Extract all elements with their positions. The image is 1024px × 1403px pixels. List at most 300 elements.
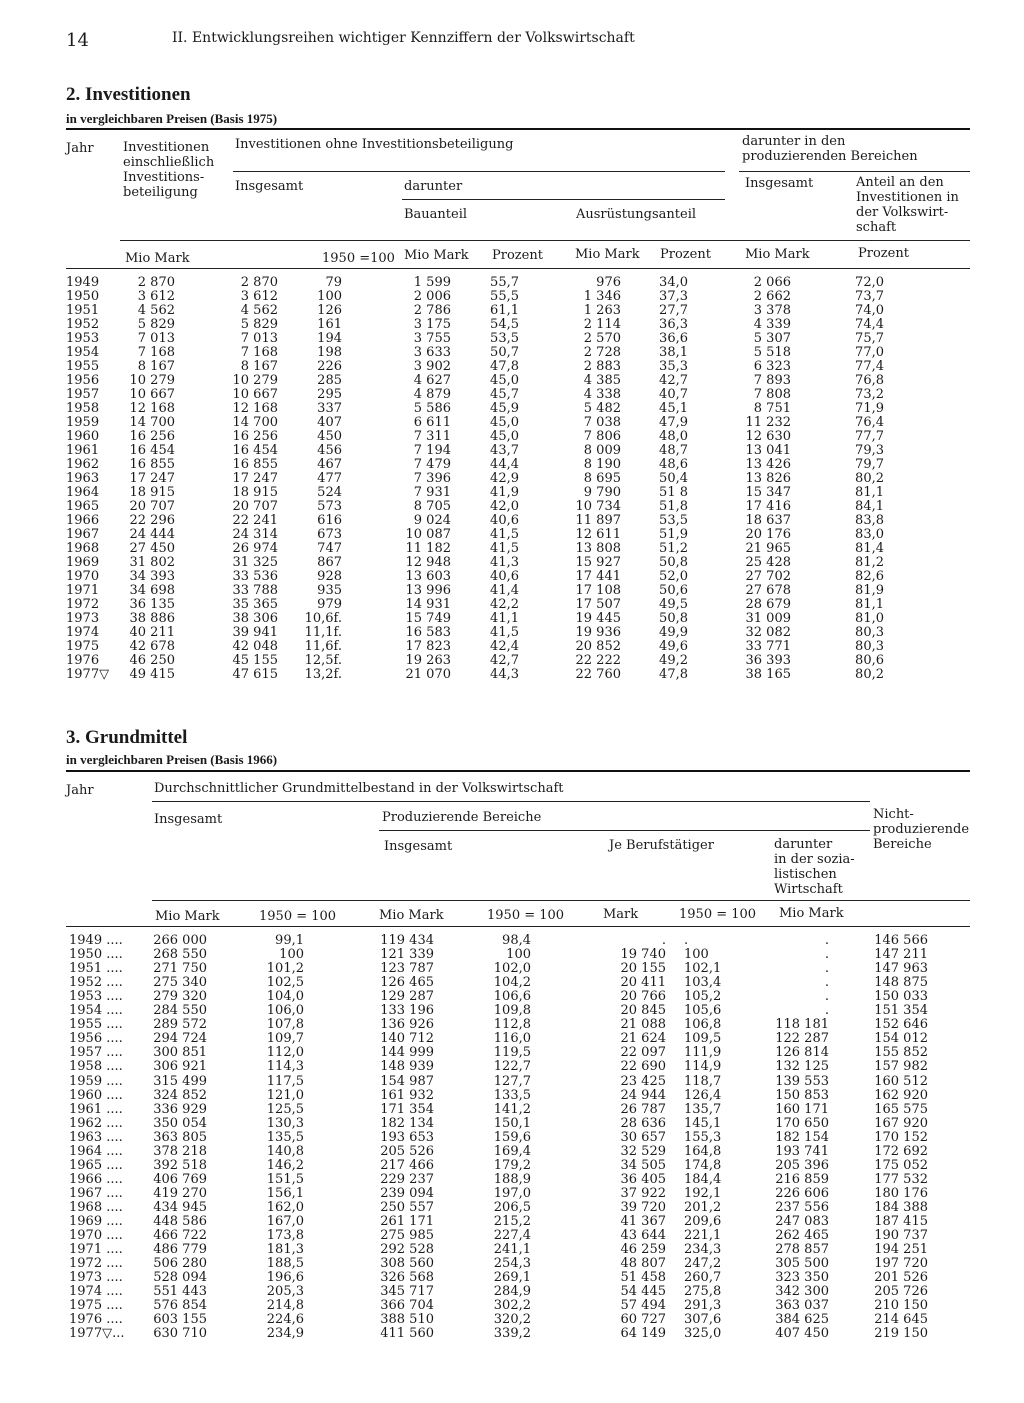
cell-bau-prozent: 45,0: [490, 415, 519, 430]
cell-je-beruf-index: 100: [684, 947, 709, 963]
cell-je-beruf-mark: 20 766: [620, 989, 666, 1005]
cell-einschl-mio-mark: 49 415: [129, 667, 175, 682]
cell-insgesamt-index: 467: [317, 457, 342, 472]
cell-insgesamt-mio-mark: 324 852: [153, 1087, 207, 1103]
cell-prod-index: 133,5: [493, 1087, 531, 1103]
table-row: [0, 626, 1024, 640]
cell-insgesamt-index: 12,5f.: [304, 653, 342, 668]
table-row: [0, 1327, 1024, 1341]
cell-prod-index: 109,8: [493, 1003, 531, 1019]
cell-prod-mio-mark: 6 323: [753, 359, 791, 374]
cell-prod-anteil: 77,7: [855, 429, 884, 444]
cell-einschl-mio-mark: 31 802: [129, 555, 175, 570]
cell-je-beruf-index: 114,9: [684, 1059, 722, 1075]
cell-bau-prozent: 55,7: [490, 275, 519, 290]
cell-insgesamt-index: 524: [317, 485, 342, 500]
cell-bau-mio-mark: 3 175: [413, 317, 451, 332]
cell-jahr: 1949 ....: [69, 933, 123, 948]
cell-ausruestung-mio-mark: 13 808: [575, 541, 621, 556]
cell-insgesamt-index: 673: [317, 527, 342, 542]
cell-prod-mio-mark: 25 428: [745, 555, 791, 570]
table-row: [0, 612, 1024, 626]
cell-insgesamt-mio-mark: 38 306: [232, 611, 278, 626]
cell-prod-mio-mark: 21 965: [745, 541, 791, 556]
cell-insgesamt-mio-mark: 33 536: [232, 569, 278, 584]
cell-insgesamt-mio-mark: 16 256: [232, 429, 278, 444]
cell-prod-mio-mark: 32 082: [745, 625, 791, 640]
cell-insgesamt-mio-mark: 350 054: [153, 1115, 207, 1131]
cell-jahr: 1964: [66, 485, 100, 500]
cell-einschl-mio-mark: 27 450: [129, 541, 175, 556]
cell-ausruestung-mio-mark: 22 222: [575, 653, 621, 668]
cell-insgesamt-mio-mark: 506 280: [153, 1256, 207, 1272]
cell-prod-mio-mark: 38 165: [745, 667, 791, 682]
cell-insgesamt-index: 10,6f.: [304, 611, 342, 626]
cell-ausruestung-mio-mark: 2 883: [583, 359, 621, 374]
cell-prod-mio-mark: 27 702: [745, 569, 791, 584]
cell-insgesamt-index: 194: [317, 331, 342, 346]
cell-jahr: 1953 ....: [69, 989, 123, 1005]
cell-insgesamt-mio-mark: 7 168: [240, 345, 278, 360]
unit-label: 1950 =100: [322, 251, 395, 266]
cell-ausruestung-mio-mark: 20 852: [575, 639, 621, 654]
cell-insgesamt-mio-mark: 12 168: [232, 401, 278, 416]
cell-je-beruf-index: 325,0: [684, 1326, 722, 1342]
cell-insgesamt-index: 935: [317, 583, 342, 598]
table-row: [0, 1229, 1024, 1243]
cell-insgesamt-index: 135,5: [266, 1129, 304, 1145]
unit-label: Prozent: [660, 247, 711, 262]
cell-ausruestung-mio-mark: 11 897: [575, 513, 621, 528]
cell-insgesamt-mio-mark: 42 048: [232, 639, 278, 654]
unit-label: Mio Mark: [155, 909, 220, 924]
cell-jahr: 1959 ....: [69, 1073, 123, 1089]
cell-prod-mio-mark: 345 717: [380, 1284, 434, 1300]
cell-jahr: 1971 ....: [69, 1242, 123, 1258]
cell-jahr: 1957 ....: [69, 1045, 123, 1061]
cell-insgesamt-index: 13,2f.: [304, 667, 342, 682]
cell-einschl-mio-mark: 42 678: [129, 639, 175, 654]
unit-label: Mio Mark: [779, 906, 844, 921]
cell-bau-prozent: 40,6: [490, 569, 519, 584]
cell-jahr: 1969 ....: [69, 1214, 123, 1229]
header-darunter: darunter: [404, 179, 463, 194]
cell-insgesamt-mio-mark: 266 000: [153, 933, 207, 948]
cell-ausruestung-prozent: 47,9: [659, 415, 688, 430]
cell-jahr: 1961: [66, 443, 100, 458]
cell-prod-mio-mark: 126 465: [380, 975, 434, 991]
cell-jahr: 1963 ....: [69, 1129, 123, 1145]
cell-insgesamt-index: 140,8: [266, 1143, 304, 1159]
cell-prod-index: 100: [506, 947, 531, 963]
cell-je-beruf-mark: 21 088: [620, 1017, 666, 1033]
cell-prod-anteil: 81,9: [855, 583, 884, 598]
cell-prod-anteil: 81,1: [855, 485, 884, 500]
cell-prod-mio-mark: 15 347: [745, 485, 791, 500]
cell-insgesamt-index: 295: [317, 387, 342, 402]
cell-jahr: 1949: [66, 275, 100, 290]
cell-ausruestung-prozent: 48,6: [659, 457, 688, 472]
cell-insgesamt-index: 79: [325, 275, 342, 290]
table-row: [0, 402, 1024, 416]
cell-jahr: 1963: [66, 471, 100, 486]
cell-sozialistisch-mio-mark: 122 287: [775, 1031, 829, 1047]
cell-je-beruf-mark: 51 458: [620, 1270, 666, 1286]
cell-einschl-mio-mark: 16 256: [129, 429, 175, 444]
cell-insgesamt-mio-mark: 271 750: [153, 961, 207, 977]
header-produzierende-bereiche: Produzierende Bereiche: [382, 810, 542, 825]
cell-insgesamt-index: 99,1: [275, 933, 304, 948]
cell-bau-mio-mark: 9 024: [413, 513, 451, 528]
table-row: [0, 1313, 1024, 1327]
cell-jahr: 1956: [66, 373, 100, 388]
cell-ausruestung-prozent: 50,6: [659, 583, 688, 598]
cell-ausruestung-prozent: 35,3: [659, 359, 688, 374]
cell-sozialistisch-mio-mark: 226 606: [775, 1185, 829, 1201]
cell-insgesamt-mio-mark: 22 241: [232, 513, 278, 528]
cell-prod-index: 119,5: [493, 1045, 531, 1061]
cell-prod-anteil: 79,3: [855, 443, 884, 458]
cell-prod-index: 104,2: [493, 975, 531, 991]
cell-insgesamt-mio-mark: 528 094: [153, 1270, 207, 1286]
cell-ausruestung-prozent: 36,3: [659, 317, 688, 332]
cell-ausruestung-prozent: 48,7: [659, 443, 688, 458]
cell-jahr: 1952 ....: [69, 975, 123, 991]
unit-label: Mio Mark: [575, 247, 640, 262]
cell-jahr: 1970 ....: [69, 1228, 123, 1244]
cell-prod-index: 339,2: [493, 1326, 531, 1342]
cell-je-beruf-mark: 26 787: [620, 1101, 666, 1117]
cell-einschl-mio-mark: 17 247: [129, 471, 175, 486]
cell-bau-mio-mark: 1 599: [413, 275, 451, 290]
cell-prod-mio-mark: 326 568: [380, 1270, 434, 1286]
cell-sozialistisch-mio-mark: 305 500: [775, 1256, 829, 1272]
cell-bau-prozent: 61,1: [490, 303, 519, 318]
cell-prod-mio-mark: 366 704: [380, 1298, 434, 1314]
cell-sozialistisch-mio-mark: 139 553: [775, 1073, 829, 1089]
cell-nicht-produzierend: 219 150: [874, 1326, 928, 1342]
cell-sozialistisch-mio-mark: 205 396: [775, 1157, 829, 1173]
header-prod-insgesamt: Insgesamt: [384, 839, 453, 854]
cell-einschl-mio-mark: 10 279: [129, 373, 175, 388]
unit-label: Mio Mark: [745, 247, 810, 262]
cell-nicht-produzierend: 152 646: [874, 1017, 928, 1033]
cell-nicht-produzierend: 180 176: [874, 1185, 928, 1201]
cell-bau-mio-mark: 3 633: [413, 345, 451, 360]
cell-insgesamt-mio-mark: 486 779: [153, 1242, 207, 1258]
table-row: [0, 1145, 1024, 1159]
cell-ausruestung-prozent: 49,9: [659, 625, 688, 640]
cell-je-beruf-index: 145,1: [684, 1115, 722, 1131]
cell-insgesamt-mio-mark: 4 562: [240, 303, 278, 318]
cell-je-beruf-index: 247,2: [684, 1256, 722, 1272]
cell-prod-anteil: 83,0: [855, 527, 884, 542]
cell-prod-mio-mark: 2 662: [753, 289, 791, 304]
cell-ausruestung-mio-mark: 8 695: [583, 471, 621, 486]
cell-prod-anteil: 80,3: [855, 625, 884, 640]
cell-ausruestung-mio-mark: 19 445: [575, 611, 621, 626]
cell-bau-prozent: 41,5: [490, 541, 519, 556]
cell-prod-mio-mark: 8 751: [753, 401, 791, 416]
cell-sozialistisch-mio-mark: .: [824, 947, 829, 963]
cell-bau-mio-mark: 13 996: [405, 583, 451, 598]
cell-jahr: 1965: [66, 499, 100, 514]
table-row: [0, 1299, 1024, 1313]
cell-nicht-produzierend: 165 575: [874, 1101, 928, 1117]
unit-label: Prozent: [858, 246, 909, 261]
cell-prod-mio-mark: 239 094: [380, 1185, 434, 1201]
cell-je-beruf-mark: 24 944: [620, 1087, 666, 1103]
cell-je-beruf-index: 260,7: [684, 1270, 722, 1286]
cell-je-beruf-mark: 43 644: [620, 1228, 666, 1244]
table-top-rule: [66, 128, 970, 130]
cell-je-beruf-mark: 20 411: [620, 975, 666, 991]
cell-ausruestung-prozent: 50,4: [659, 471, 688, 486]
cell-insgesamt-index: 100: [317, 289, 342, 304]
cell-prod-index: 227,4: [493, 1228, 531, 1244]
cell-insgesamt-mio-mark: 466 722: [153, 1228, 207, 1244]
cell-bau-mio-mark: 13 603: [405, 569, 451, 584]
cell-einschl-mio-mark: 34 698: [129, 583, 175, 598]
cell-prod-mio-mark: 11 232: [745, 415, 791, 430]
cell-jahr: 1960: [66, 429, 100, 444]
table-row: [0, 416, 1024, 430]
cell-prod-mio-mark: 7 808: [753, 387, 791, 402]
cell-insgesamt-mio-mark: 10 279: [232, 373, 278, 388]
cell-jahr: 1977▽: [66, 667, 110, 682]
cell-sozialistisch-mio-mark: 262 465: [775, 1228, 829, 1244]
cell-insgesamt-mio-mark: 47 615: [232, 667, 278, 682]
cell-jahr: 1972: [66, 597, 100, 612]
cell-prod-mio-mark: 5 307: [753, 331, 791, 346]
cell-einschl-mio-mark: 34 393: [129, 569, 175, 584]
cell-insgesamt-mio-mark: 603 155: [153, 1312, 207, 1328]
cell-je-beruf-index: 221,1: [684, 1228, 722, 1244]
table-row: [0, 1004, 1024, 1018]
cell-sozialistisch-mio-mark: .: [824, 975, 829, 991]
cell-jahr: 1955 ....: [69, 1017, 123, 1033]
unit-label: Mark: [603, 907, 639, 922]
table-row: [0, 458, 1024, 472]
section-subtitle-grundmittel: in vergleichbaren Preisen (Basis 1966): [66, 752, 278, 767]
table-row: [0, 1159, 1024, 1173]
table-row: [0, 388, 1024, 402]
cell-einschl-mio-mark: 5 829: [137, 317, 175, 332]
cell-je-beruf-mark: 22 690: [620, 1059, 666, 1075]
cell-bau-mio-mark: 7 311: [413, 429, 451, 444]
unit-label: 1950 = 100: [679, 907, 757, 922]
cell-insgesamt-index: 224,6: [266, 1312, 304, 1328]
cell-insgesamt-index: 161: [317, 317, 342, 332]
cell-sozialistisch-mio-mark: 182 154: [775, 1129, 829, 1145]
cell-jahr: 1961 ....: [69, 1101, 123, 1117]
cell-prod-anteil: 82,6: [855, 569, 884, 584]
cell-je-beruf-mark: 41 367: [620, 1214, 666, 1229]
cell-prod-anteil: 77,4: [855, 359, 884, 374]
cell-insgesamt-index: 214,8: [266, 1298, 304, 1314]
cell-sozialistisch-mio-mark: 278 857: [775, 1242, 829, 1258]
cell-jahr: 1952: [66, 317, 100, 332]
cell-je-beruf-mark: .: [661, 933, 666, 948]
cell-insgesamt-mio-mark: 300 851: [153, 1045, 207, 1061]
cell-insgesamt-index: 101,2: [266, 961, 304, 977]
cell-prod-index: 116,0: [493, 1031, 531, 1047]
cell-je-beruf-mark: 36 405: [620, 1171, 666, 1187]
table-row: [0, 1060, 1024, 1074]
cell-jahr: 1958 ....: [69, 1059, 123, 1075]
cell-bau-prozent: 42,2: [490, 597, 519, 612]
cell-ausruestung-prozent: 50,8: [659, 555, 688, 570]
cell-prod-mio-mark: 36 393: [745, 653, 791, 668]
cell-insgesamt-mio-mark: 33 788: [232, 583, 278, 598]
cell-bau-mio-mark: 7 479: [413, 457, 451, 472]
cell-insgesamt-index: 979: [317, 597, 342, 612]
cell-bau-mio-mark: 19 263: [405, 653, 451, 668]
cell-insgesamt-index: 477: [317, 471, 342, 486]
cell-bau-mio-mark: 4 879: [413, 387, 451, 402]
cell-insgesamt-index: 407: [317, 415, 342, 430]
table-row: [0, 290, 1024, 304]
cell-sozialistisch-mio-mark: .: [824, 933, 829, 948]
cell-prod-index: 302,2: [493, 1298, 531, 1314]
unit-label: Mio Mark: [379, 908, 444, 923]
cell-je-beruf-index: 155,3: [684, 1129, 722, 1145]
cell-jahr: 1972 ....: [69, 1256, 123, 1272]
cell-prod-index: 320,2: [493, 1312, 531, 1328]
cell-sozialistisch-mio-mark: 160 171: [775, 1101, 829, 1117]
cell-ausruestung-prozent: 40,7: [659, 387, 688, 402]
cell-je-beruf-mark: 30 657: [620, 1129, 666, 1145]
cell-nicht-produzierend: 160 512: [874, 1073, 928, 1089]
cell-prod-mio-mark: 144 999: [380, 1045, 434, 1061]
cell-ausruestung-mio-mark: 7 806: [583, 429, 621, 444]
cell-prod-mio-mark: 205 526: [380, 1143, 434, 1159]
cell-bau-prozent: 47,8: [490, 359, 519, 374]
cell-prod-anteil: 81,0: [855, 611, 884, 626]
cell-sozialistisch-mio-mark: 126 814: [775, 1045, 829, 1061]
cell-je-beruf-mark: 64 149: [620, 1326, 666, 1342]
cell-ausruestung-mio-mark: 1 263: [583, 303, 621, 318]
cell-insgesamt-index: 11,6f.: [304, 639, 342, 654]
cell-je-beruf-mark: 32 529: [620, 1143, 666, 1159]
cell-je-beruf-index: 275,8: [684, 1284, 722, 1300]
cell-prod-anteil: 83,8: [855, 513, 884, 528]
cell-insgesamt-index: 126: [317, 303, 342, 318]
cell-sozialistisch-mio-mark: 342 300: [775, 1284, 829, 1300]
cell-bau-mio-mark: 10 087: [405, 527, 451, 542]
cell-prod-anteil: 80,2: [855, 471, 884, 486]
cell-nicht-produzierend: 154 012: [874, 1031, 928, 1047]
cell-insgesamt-mio-mark: 2 870: [240, 275, 278, 290]
table-row: [0, 304, 1024, 318]
cell-je-beruf-index: 135,7: [684, 1101, 722, 1117]
cell-prod-mio-mark: 261 171: [380, 1214, 434, 1229]
cell-insgesamt-index: 196,6: [266, 1270, 304, 1286]
cell-je-beruf-index: 234,3: [684, 1242, 722, 1258]
cell-prod-index: 241,1: [493, 1242, 531, 1258]
cell-bau-prozent: 42,0: [490, 499, 519, 514]
cell-insgesamt-index: 450: [317, 429, 342, 444]
cell-jahr: 1968: [66, 541, 100, 556]
cell-bau-prozent: 41,5: [490, 527, 519, 542]
table-row: [0, 1103, 1024, 1117]
table-row: [0, 1075, 1024, 1089]
cell-insgesamt-index: 114,3: [266, 1059, 304, 1075]
cell-insgesamt-mio-mark: 551 443: [153, 1284, 207, 1300]
cell-einschl-mio-mark: 38 886: [129, 611, 175, 626]
table-row: [0, 640, 1024, 654]
table-row: [0, 976, 1024, 990]
cell-nicht-produzierend: 155 852: [874, 1045, 928, 1061]
cell-je-beruf-mark: 37 922: [620, 1185, 666, 1201]
cell-nicht-produzierend: 167 920: [874, 1115, 928, 1131]
cell-ausruestung-prozent: 49,5: [659, 597, 688, 612]
table-row: [0, 374, 1024, 388]
cell-je-beruf-mark: 20 845: [620, 1003, 666, 1019]
cell-jahr: 1967: [66, 527, 100, 542]
cell-prod-mio-mark: 18 637: [745, 513, 791, 528]
cell-insgesamt-index: 146,2: [266, 1157, 304, 1173]
page-number: 14: [66, 30, 89, 51]
cell-einschl-mio-mark: 3 612: [137, 289, 175, 304]
cell-insgesamt-mio-mark: 14 700: [232, 415, 278, 430]
unit-label: Mio Mark: [404, 248, 469, 263]
cell-bau-prozent: 41,9: [490, 485, 519, 500]
cell-insgesamt-mio-mark: 35 365: [232, 597, 278, 612]
header-bauanteil: Bauanteil: [404, 207, 468, 222]
cell-nicht-produzierend: 214 645: [874, 1312, 928, 1328]
header-insgesamt: Insgesamt: [154, 812, 223, 827]
header-jahr: Jahr: [66, 141, 94, 156]
cell-prod-anteil: 80,6: [855, 653, 884, 668]
table-row: [0, 1131, 1024, 1145]
header-darunter-sozialistisch: darunter in der sozia- listischen Wirtschaft: [774, 837, 855, 897]
cell-jahr: 1958: [66, 401, 100, 416]
cell-insgesamt-index: 112,0: [266, 1045, 304, 1061]
cell-prod-mio-mark: 136 926: [380, 1017, 434, 1033]
cell-jahr: 1968 ....: [69, 1199, 123, 1215]
cell-prod-mio-mark: 140 712: [380, 1031, 434, 1047]
cell-ausruestung-prozent: 37,3: [659, 289, 688, 304]
cell-bau-prozent: 55,5: [490, 289, 519, 304]
cell-ausruestung-prozent: 34,0: [659, 275, 688, 290]
cell-bau-prozent: 42,4: [490, 639, 519, 654]
table-row: [0, 598, 1024, 612]
cell-prod-mio-mark: 17 416: [745, 499, 791, 514]
cell-insgesamt-index: 205,3: [266, 1284, 304, 1300]
table-row: [0, 528, 1024, 542]
cell-prod-anteil: 73,7: [855, 289, 884, 304]
table-row: [0, 1089, 1024, 1103]
cell-einschl-mio-mark: 10 667: [129, 387, 175, 402]
cell-ausruestung-mio-mark: 22 760: [575, 667, 621, 682]
cell-insgesamt-mio-mark: 10 667: [232, 387, 278, 402]
cell-insgesamt-index: 188,5: [266, 1256, 304, 1272]
unit-label: Mio Mark: [125, 251, 190, 266]
cell-nicht-produzierend: 201 526: [874, 1270, 928, 1286]
cell-prod-index: 206,5: [493, 1199, 531, 1215]
header-rule: [120, 240, 970, 241]
cell-einschl-mio-mark: 24 444: [129, 527, 175, 542]
table-row: [0, 1032, 1024, 1046]
cell-prod-anteil: 81,4: [855, 541, 884, 556]
cell-ausruestung-prozent: 38,1: [659, 345, 688, 360]
cell-insgesamt-mio-mark: 406 769: [153, 1171, 207, 1187]
cell-ausruestung-mio-mark: 17 507: [575, 597, 621, 612]
cell-insgesamt-mio-mark: 419 270: [153, 1185, 207, 1201]
cell-bau-prozent: 41,1: [490, 611, 519, 626]
cell-bau-mio-mark: 16 583: [405, 625, 451, 640]
